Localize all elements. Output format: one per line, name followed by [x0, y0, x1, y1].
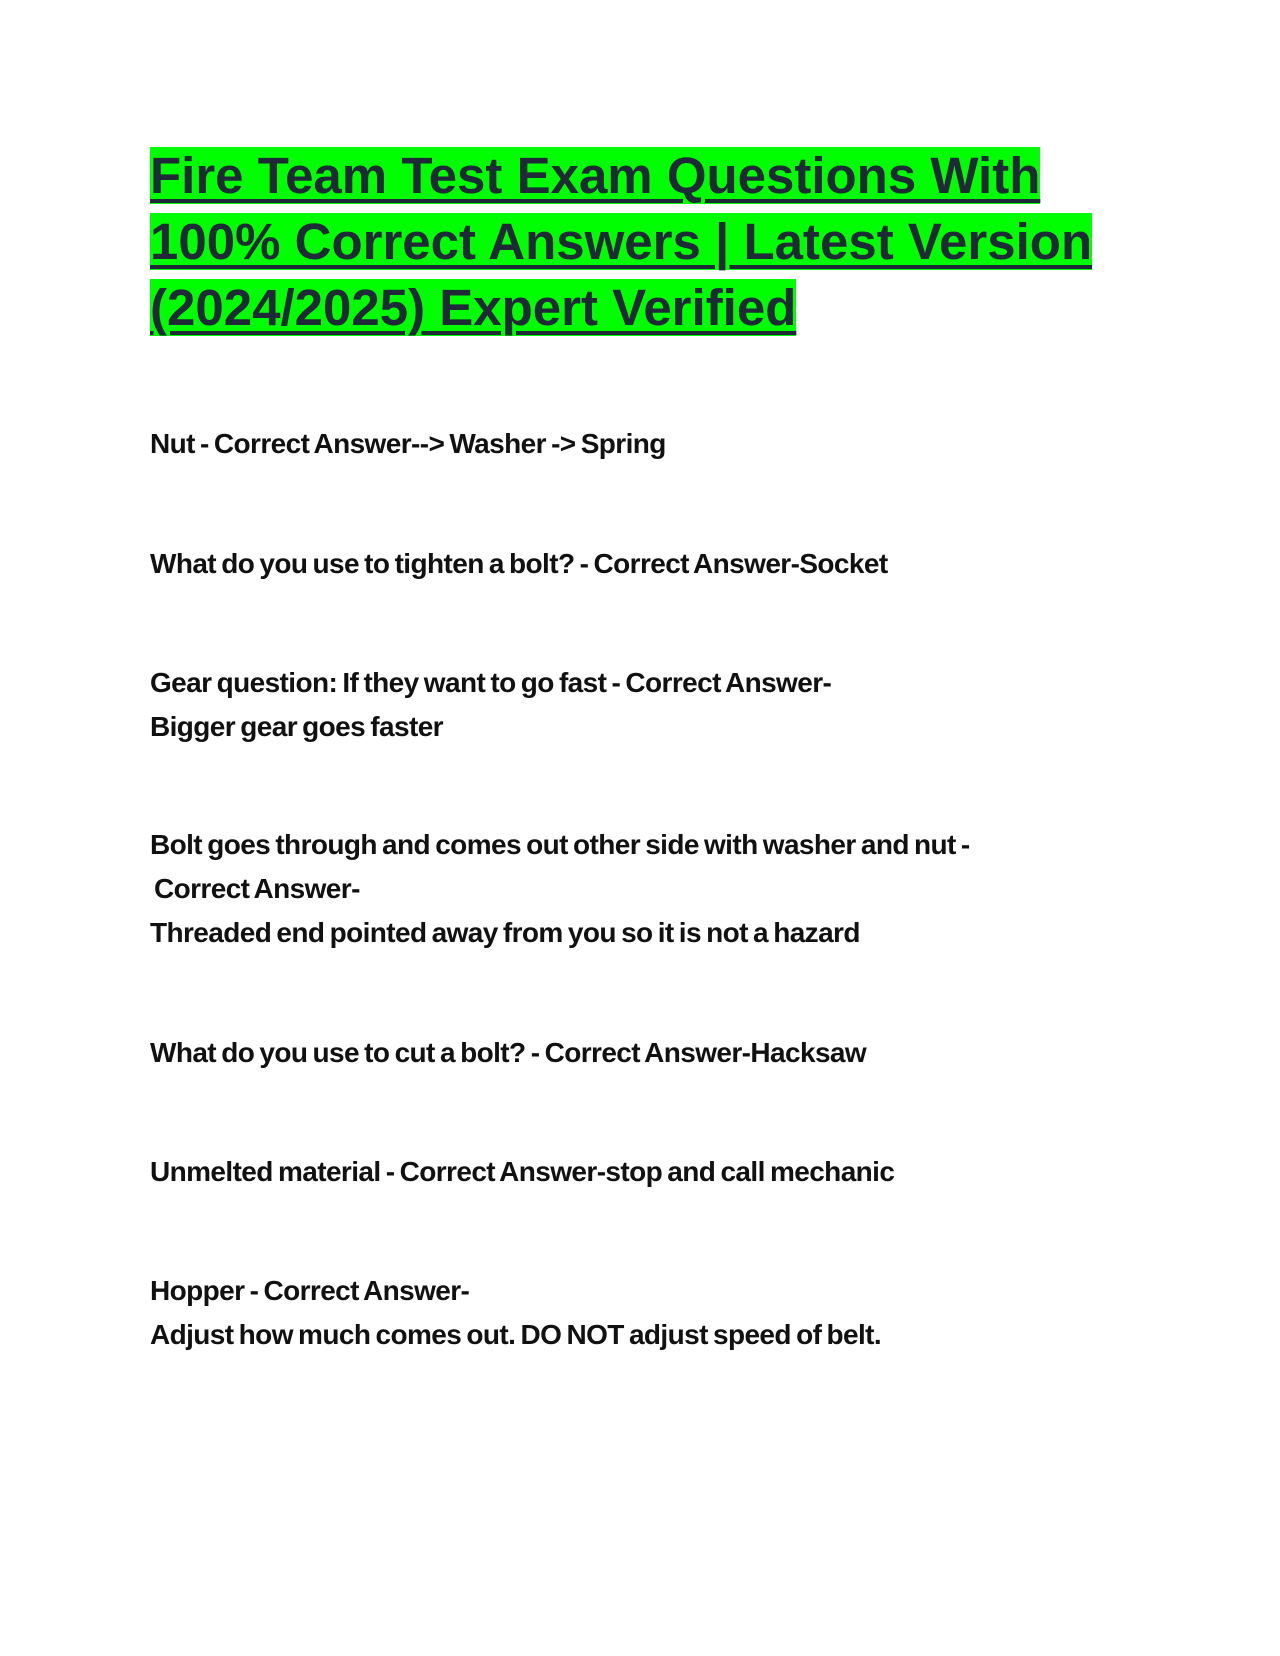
- qa-item-hopper: [150, 1269, 1150, 1357]
- qa-line: Correct Answer-: [154, 873, 360, 904]
- qa-item-tighten-bolt: [150, 542, 1150, 586]
- title-line: [150, 275, 1150, 341]
- title-line: [150, 143, 1150, 209]
- qa-line: What do you use to tighten a bolt? - Correct Answer-Socket: [150, 548, 888, 579]
- title-line-text: Fire Team Test Exam Questions With: [150, 147, 1041, 204]
- qa-item-unmelted-material: [150, 1150, 1150, 1194]
- qa-line: Gear question: If they want to go fast - Correct Answer-: [150, 667, 832, 698]
- title-line: [150, 209, 1150, 275]
- qa-line: Unmelted material - Correct Answer-stop and call mechanic: [150, 1156, 895, 1187]
- qa-line: Nut - Correct Answer--> Washer -> Spring: [150, 428, 666, 459]
- title-line-text: 100% Correct Answers | Latest Version: [150, 213, 1093, 270]
- qa-item-cut-bolt: [150, 1031, 1150, 1075]
- qa-line: Bolt goes through and comes out other side with washer and nut -: [150, 829, 970, 860]
- qa-line: Threaded end pointed away from you so it is not a hazard: [150, 917, 860, 948]
- qa-line: What do you use to cut a bolt? - Correct Answer-Hacksaw: [150, 1037, 867, 1068]
- document-title: [150, 143, 1150, 341]
- qa-item-bolt-through: [150, 823, 1150, 955]
- title-line-text: (2024/2025) Expert Verified: [150, 279, 797, 336]
- qa-line: Adjust how much comes out. DO NOT adjust speed of belt.: [150, 1319, 882, 1350]
- qa-item-gear: [150, 661, 1150, 749]
- qa-item-nut: [150, 422, 1150, 466]
- qa-line: Bigger gear goes faster: [150, 711, 443, 742]
- qa-line: Hopper - Correct Answer-: [150, 1275, 470, 1306]
